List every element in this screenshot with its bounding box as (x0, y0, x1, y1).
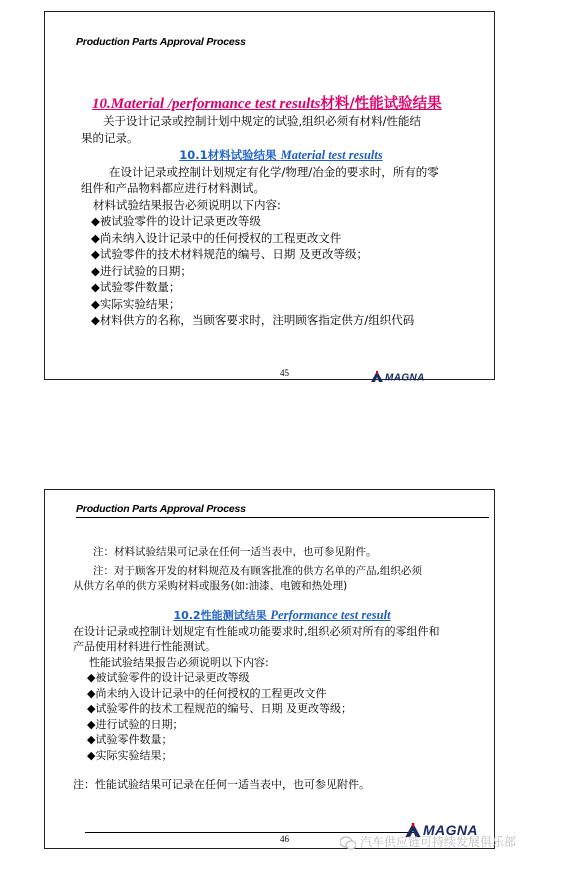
bullet-item: ◆试验零件数量； (91, 280, 181, 294)
subtitle-english: Performance test result (270, 608, 391, 622)
slide-46 (44, 489, 495, 849)
slide-body-section (73, 608, 491, 793)
slide-header: Production Parts Approval Process (76, 503, 246, 515)
para-line: 在设计记录或控制计划规定有性能或功能要求时,组织必须对所有的零组件和 (73, 624, 440, 638)
logo-text: MAGNA (423, 822, 478, 838)
subtitle-english: Material test results (280, 148, 383, 162)
title-english: 10.Material /performance test results (92, 96, 321, 112)
subtitle-chinese: 10.2性能测试结果 (173, 609, 271, 622)
bullet-item: ◆尚未纳入设计记录中的任何授权的工程更改文件 (87, 686, 327, 700)
intro-line: 关于设计记录或控制计划中规定的试验,组织必须有材料/性能结 (103, 114, 422, 128)
magna-mark-icon (371, 371, 383, 385)
intro-line: 果的记录。 (81, 130, 139, 145)
para-line: 在设计记录或控制计划规定有化学/物理/冶金的要求时，所有的零 (109, 164, 439, 179)
page-number: 45 (280, 368, 289, 378)
para-line: 性能试验结果报告必须说明以下内容: (89, 655, 269, 669)
footnote: 注：性能试验结果可记录在任何一适当表中，也可参见附件。 (73, 778, 370, 791)
bullet-item: ◆材料供方的名称，当顾客要求时，注明顾客指定供方/组织代码 (91, 313, 415, 327)
watermark: 汽车供应链可持续发展俱乐部 (360, 835, 517, 849)
subtitle-chinese: 10.1材料试验结果 (179, 148, 281, 162)
bullet-item: ◆进行试验的日期； (87, 717, 184, 731)
para-line: 产品使用材料进行性能测试。 (73, 640, 216, 653)
bullet-item: ◆试验零件数量； (87, 733, 173, 746)
slide-45 (44, 11, 495, 384)
bullet-item: ◆被试验零件的设计记录更改等级 (91, 214, 261, 228)
note-line: 注：材料试验结果可记录在任何一适当表中，也可参见附件。 (93, 546, 377, 558)
slide-body (81, 113, 481, 329)
section-subtitle (73, 608, 491, 624)
title-chinese: 材料/性能试验结果 (320, 96, 442, 112)
slide-header: Production Parts Approval Process (76, 36, 246, 48)
note-line: 注：对于顾客开发的材料规范及有顾客批准的供方名单的产品,组织必须 (93, 564, 422, 577)
bullet-list (73, 670, 491, 763)
magna-logo (371, 371, 425, 385)
bullet-item: ◆试验零件的技术工程规范的编号、日期 及更改等级； (87, 702, 352, 715)
note-line: 从供方名单的供方采购材料或服务(如:油漆、电镀和热处理) (73, 580, 348, 592)
para-line: 材料试验结果报告必须说明以下内容: (93, 197, 281, 212)
bullet-item: ◆实际实验结果； (87, 748, 173, 762)
bullet-item: ◆被试验零件的设计记录更改等级 (87, 671, 250, 684)
slide-body (73, 545, 491, 595)
para-line: 组件和产品物料都应进行材料测试。 (81, 181, 265, 195)
section-subtitle (81, 147, 481, 164)
slide-title (92, 92, 442, 113)
bullet-item: ◆进行试验的日期； (91, 263, 192, 278)
wechat-icon (340, 835, 356, 854)
bullet-item: ◆试验零件的技术材料规范的编号、日期 及更改等级； (91, 247, 368, 261)
header-divider (76, 517, 489, 518)
bullet-list (81, 213, 481, 329)
bullet-item: ◆实际实验结果； (91, 296, 181, 311)
page-number: 46 (280, 834, 289, 844)
logo-text: MAGNA (385, 372, 425, 384)
bullet-item: ◆尚未纳入设计记录中的任何授权的工程更改文件 (91, 230, 342, 245)
